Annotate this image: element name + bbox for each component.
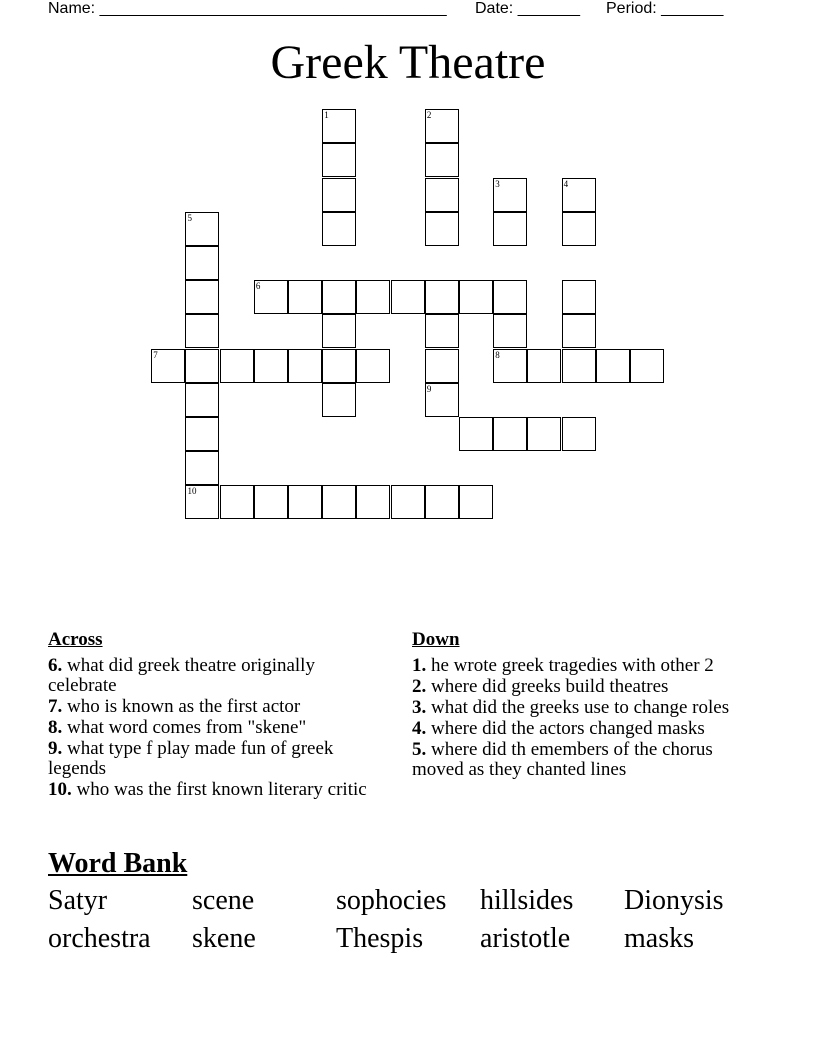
crossword-cell[interactable] bbox=[322, 178, 356, 212]
clue-number: 5. bbox=[412, 739, 427, 760]
crossword-cell[interactable] bbox=[322, 280, 356, 314]
clue-number: 2 bbox=[426, 110, 432, 121]
clue-number: 2. bbox=[412, 676, 427, 697]
crossword-cell[interactable] bbox=[425, 178, 459, 212]
clue-number: 9. bbox=[48, 738, 63, 759]
crossword-cell[interactable] bbox=[425, 383, 459, 417]
across-heading: Across bbox=[48, 629, 103, 650]
crossword-cell[interactable] bbox=[459, 485, 493, 519]
crossword-cell[interactable] bbox=[254, 349, 288, 383]
clue-item bbox=[48, 697, 368, 717]
date-field[interactable]: Date: _______ bbox=[475, 0, 580, 17]
crossword-cell[interactable] bbox=[322, 109, 356, 143]
crossword-cell[interactable] bbox=[630, 349, 664, 383]
clue-item bbox=[48, 656, 368, 696]
crossword-cell[interactable] bbox=[185, 349, 219, 383]
clue-item bbox=[48, 739, 368, 779]
crossword-cell[interactable] bbox=[254, 485, 288, 519]
clue-number: 4. bbox=[412, 718, 427, 739]
crossword-cell[interactable] bbox=[391, 280, 425, 314]
crossword-cell[interactable] bbox=[425, 143, 459, 177]
crossword-cell[interactable] bbox=[254, 280, 288, 314]
crossword-cell[interactable] bbox=[288, 485, 322, 519]
crossword-cell[interactable] bbox=[562, 212, 596, 246]
clue-number: 8. bbox=[48, 717, 63, 738]
clue-text: where did the actors changed masks bbox=[426, 718, 705, 739]
page-title: Greek Theatre bbox=[270, 36, 546, 89]
crossword-cell[interactable] bbox=[391, 485, 425, 519]
crossword-cell[interactable] bbox=[185, 417, 219, 451]
clue-number: 8 bbox=[495, 349, 500, 360]
crossword-cell[interactable] bbox=[493, 178, 527, 212]
clue-item bbox=[412, 656, 752, 676]
clue-number: 6. bbox=[48, 655, 63, 676]
clue-text: what type f play made fun of greek legends bbox=[48, 738, 334, 779]
crossword-cell[interactable] bbox=[185, 383, 219, 417]
clue-item bbox=[48, 718, 368, 738]
crossword-cell[interactable] bbox=[288, 280, 322, 314]
crossword-cell[interactable] bbox=[356, 349, 390, 383]
word-bank-word: orchestra bbox=[48, 923, 151, 954]
crossword-cell[interactable] bbox=[493, 280, 527, 314]
crossword-cell[interactable] bbox=[425, 314, 459, 348]
crossword-cell[interactable] bbox=[185, 314, 219, 348]
crossword-cell[interactable] bbox=[322, 143, 356, 177]
clue-text: what did the greeks use to change roles bbox=[426, 697, 730, 718]
down-heading: Down bbox=[412, 629, 460, 650]
crossword-cell[interactable] bbox=[425, 485, 459, 519]
clue-item bbox=[412, 719, 752, 739]
clue-number: 10. bbox=[48, 779, 72, 800]
clue-text: he wrote greek tragedies with other 2 bbox=[426, 655, 714, 676]
crossword-cell[interactable] bbox=[562, 280, 596, 314]
crossword-cell[interactable] bbox=[459, 417, 493, 451]
crossword-cell[interactable] bbox=[322, 212, 356, 246]
crossword-cell[interactable] bbox=[493, 349, 527, 383]
crossword-cell[interactable] bbox=[562, 314, 596, 348]
crossword-cell[interactable] bbox=[596, 349, 630, 383]
crossword-cell[interactable] bbox=[562, 178, 596, 212]
clue-item bbox=[412, 740, 752, 780]
crossword-cell[interactable] bbox=[493, 417, 527, 451]
clue-text: who was the first known literary critic bbox=[71, 779, 367, 800]
crossword-cell[interactable] bbox=[185, 212, 219, 246]
clue-number: 3. bbox=[412, 697, 427, 718]
down-clues bbox=[412, 630, 752, 781]
clue-number: 5 bbox=[187, 212, 192, 223]
crossword-cell[interactable] bbox=[562, 349, 596, 383]
clue-text: what did greek theatre originally celebrate bbox=[48, 655, 315, 696]
crossword-cell[interactable] bbox=[493, 314, 527, 348]
clue-text: who is known as the first actor bbox=[62, 696, 301, 717]
clue-number: 1. bbox=[412, 655, 427, 676]
crossword-cell[interactable] bbox=[220, 349, 254, 383]
crossword-cell[interactable] bbox=[356, 485, 390, 519]
clue-text: what word comes from "skene" bbox=[62, 717, 307, 738]
word-bank-word: masks bbox=[624, 923, 694, 954]
crossword-cell[interactable] bbox=[322, 314, 356, 348]
clue-item bbox=[412, 677, 752, 697]
crossword-cell[interactable] bbox=[425, 280, 459, 314]
crossword-cell[interactable] bbox=[322, 383, 356, 417]
word-bank-word: aristotle bbox=[480, 923, 571, 954]
word-bank-word: Satyr bbox=[48, 885, 108, 916]
crossword-cell[interactable] bbox=[322, 349, 356, 383]
crossword-cell[interactable] bbox=[322, 485, 356, 519]
across-clues bbox=[48, 630, 368, 801]
clue-number: 1 bbox=[324, 110, 329, 121]
word-bank-word: hillsides bbox=[480, 885, 574, 916]
crossword-cell[interactable] bbox=[151, 349, 185, 383]
crossword-cell[interactable] bbox=[185, 280, 219, 314]
word-bank-title: Word Bank bbox=[48, 848, 188, 879]
crossword-cell[interactable] bbox=[425, 109, 459, 143]
crossword-cell[interactable] bbox=[527, 417, 561, 451]
clue-number: 6 bbox=[255, 281, 261, 292]
clue-number: 3 bbox=[495, 178, 500, 189]
crossword-cell[interactable] bbox=[288, 349, 322, 383]
crossword-cell[interactable] bbox=[425, 349, 459, 383]
name-field[interactable]: Name: _______________________________________ bbox=[48, 0, 447, 17]
crossword-cell[interactable] bbox=[356, 280, 390, 314]
crossword-cell[interactable] bbox=[185, 246, 219, 280]
clue-item bbox=[412, 698, 752, 718]
crossword-cell[interactable] bbox=[527, 349, 561, 383]
clue-number: 10 bbox=[187, 486, 197, 497]
word-bank-word: scene bbox=[192, 885, 255, 916]
crossword-cell[interactable] bbox=[562, 417, 596, 451]
clue-number: 7. bbox=[48, 696, 63, 717]
clue-number: 4 bbox=[563, 178, 569, 189]
word-bank-word: sophocies bbox=[336, 885, 447, 916]
word-bank-word: Dionysis bbox=[624, 885, 724, 916]
clue-number: 7 bbox=[153, 349, 158, 360]
crossword-cell[interactable] bbox=[185, 485, 219, 519]
clue-text: where did greeks build theatres bbox=[426, 676, 669, 697]
crossword-cell[interactable] bbox=[425, 212, 459, 246]
clue-number: 9 bbox=[426, 383, 432, 394]
crossword-cell[interactable] bbox=[220, 485, 254, 519]
word-bank-word: skene bbox=[192, 923, 256, 954]
word-bank-word: Thespis bbox=[336, 923, 424, 954]
crossword-cell[interactable] bbox=[493, 212, 527, 246]
clue-text: where did th emembers of the chorus moved as they chanted lines bbox=[412, 739, 713, 780]
crossword-cell[interactable] bbox=[459, 280, 493, 314]
period-field[interactable]: Period: _______ bbox=[606, 0, 724, 17]
clue-item bbox=[48, 780, 368, 800]
crossword-cell[interactable] bbox=[185, 451, 219, 485]
